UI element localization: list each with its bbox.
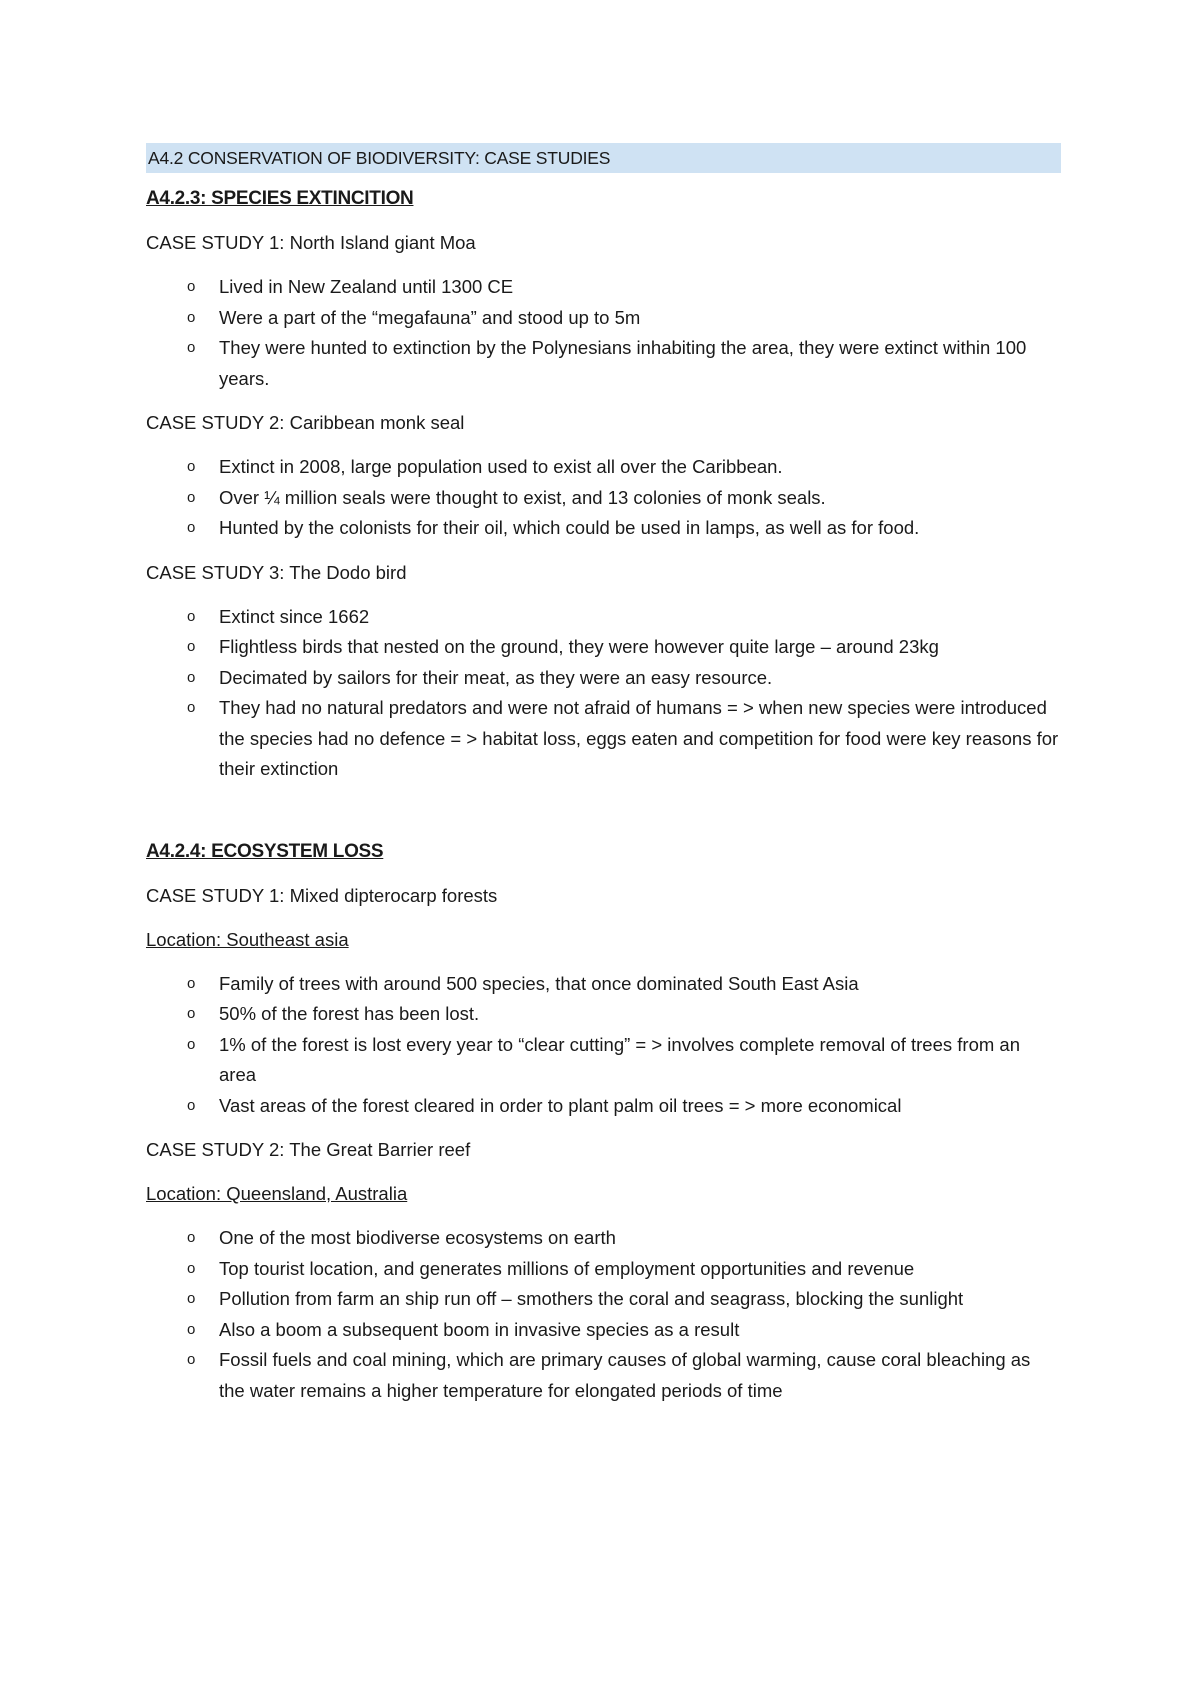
bullet-item bbox=[146, 452, 1061, 483]
bullet-item bbox=[146, 969, 1061, 1000]
bullet-text: 50% of the forest has been lost. bbox=[219, 1003, 480, 1024]
bullet-text: Lived in New Zealand until 1300 CE bbox=[219, 276, 514, 297]
bullet-list bbox=[146, 452, 1061, 544]
bullet-item bbox=[146, 1030, 1061, 1091]
bullet-text: Flightless birds that nested on the ground, they were however quite large – around 23kg bbox=[219, 636, 939, 657]
bullet-item bbox=[146, 483, 1061, 514]
bullet-text: Also a boom a subsequent boom in invasive species as a result bbox=[219, 1318, 740, 1340]
bullet-marker: o bbox=[187, 699, 196, 716]
bullet-text: Over ¼ million seals were thought to exist, and 13 colonies of monk seals. bbox=[219, 486, 826, 508]
section bbox=[146, 837, 1061, 1407]
bullet-marker: o bbox=[187, 1290, 196, 1307]
case-study-title: CASE STUDY 3: The Dodo bird bbox=[146, 561, 407, 583]
bullet-text: Family of trees with around 500 species, that once dominated South East Asia bbox=[219, 972, 859, 994]
bullet-item bbox=[146, 1223, 1061, 1254]
bullet-marker: o bbox=[187, 1005, 196, 1022]
bullet-item bbox=[146, 272, 1061, 303]
section-heading: A4.2.3: SPECIES EXTINCITION bbox=[146, 188, 414, 209]
case-study-title: CASE STUDY 1: North Island giant Moa bbox=[146, 232, 476, 253]
bullet-item bbox=[146, 1254, 1061, 1285]
bullet-text: One of the most biodiverse ecosystems on earth bbox=[219, 1227, 616, 1248]
bullet-text: Decimated by sailors for their meat, as they were an easy resource. bbox=[219, 666, 773, 688]
bullet-text: Pollution from farm an ship run off – smothers the coral and seagrass, blocking the sunlight bbox=[219, 1288, 964, 1309]
bullet-marker: o bbox=[187, 1320, 196, 1338]
case-study-title: CASE STUDY 2: The Great Barrier reef bbox=[146, 1139, 471, 1160]
bullet-text: They had no natural predators and were not afraid of humans = > when new species were introduced the species had no defence = > habitat loss, eggs eaten and competition for food were key reasons for their extinction bbox=[219, 697, 1059, 779]
document-header-banner: A4.2 CONSERVATION OF BIODIVERSITY: CASE STUDIES bbox=[146, 143, 1061, 173]
bullet-item bbox=[146, 1345, 1061, 1406]
bullet-marker: o bbox=[187, 974, 196, 992]
case-study-title: CASE STUDY 2: Caribbean monk seal bbox=[146, 412, 465, 433]
bullet-marker: o bbox=[187, 638, 196, 655]
bullet-marker: o bbox=[187, 278, 196, 295]
bullet-item bbox=[146, 663, 1061, 694]
bullet-marker: o bbox=[187, 1096, 196, 1114]
bullet-list bbox=[146, 272, 1061, 394]
bullet-item bbox=[146, 602, 1061, 633]
bullet-text: Vast areas of the forest cleared in order to plant palm oil trees = > more economical bbox=[219, 1094, 902, 1116]
bullet-list bbox=[146, 1223, 1061, 1406]
bullet-item bbox=[146, 632, 1061, 663]
document-body bbox=[146, 143, 1061, 1420]
bullet-text: Extinct in 2008, large population used to exist all over the Caribbean. bbox=[219, 456, 783, 477]
bullet-marker: o bbox=[187, 1351, 196, 1368]
bullet-marker: o bbox=[187, 519, 196, 536]
bullet-marker: o bbox=[187, 1035, 196, 1053]
section bbox=[146, 184, 1061, 785]
bullet-marker: o bbox=[187, 668, 196, 686]
bullet-item bbox=[146, 693, 1061, 785]
bullet-marker: o bbox=[187, 488, 196, 506]
case-study-location: Location: Southeast asia bbox=[146, 928, 349, 950]
bullet-marker: o bbox=[187, 1259, 196, 1277]
bullet-text: They were hunted to extinction by the Polynesians inhabiting the area, they were extinct within 100 years. bbox=[219, 337, 1027, 389]
bullet-text: 1% of the forest is lost every year to “clear cutting” = > involves complete removal of trees from an area bbox=[219, 1033, 1020, 1085]
case-study-location: Location: Queensland, Australia bbox=[146, 1183, 408, 1204]
case-study-title: CASE STUDY 1: Mixed dipterocarp forests bbox=[146, 884, 498, 906]
bullet-text: Fossil fuels and coal mining, which are primary causes of global warming, cause coral bleaching as the water remains a higher temperature for elongated periods of time bbox=[219, 1349, 1031, 1401]
bullet-item bbox=[146, 999, 1061, 1030]
bullet-list bbox=[146, 969, 1061, 1122]
bullet-item bbox=[146, 1284, 1061, 1315]
bullet-marker: o bbox=[187, 458, 196, 475]
bullet-text: Hunted by the colonists for their oil, which could be used in lamps, as well as for food. bbox=[219, 517, 920, 538]
bullet-marker: o bbox=[187, 339, 196, 356]
bullet-list bbox=[146, 602, 1061, 785]
bullet-marker: o bbox=[187, 607, 196, 625]
bullet-item bbox=[146, 333, 1061, 394]
section-heading: A4.2.4: ECOSYSTEM LOSS bbox=[146, 840, 384, 862]
bullet-text: Were a part of the “megafauna” and stood up to 5m bbox=[219, 306, 641, 328]
bullet-marker: o bbox=[187, 1229, 196, 1246]
bullet-item bbox=[146, 1315, 1061, 1346]
bullet-text: Extinct since 1662 bbox=[219, 605, 370, 627]
bullet-item bbox=[146, 513, 1061, 544]
bullet-item bbox=[146, 1091, 1061, 1122]
bullet-marker: o bbox=[187, 308, 196, 326]
bullet-item bbox=[146, 303, 1061, 334]
bullet-text: Top tourist location, and generates millions of employment opportunities and revenue bbox=[219, 1257, 915, 1279]
